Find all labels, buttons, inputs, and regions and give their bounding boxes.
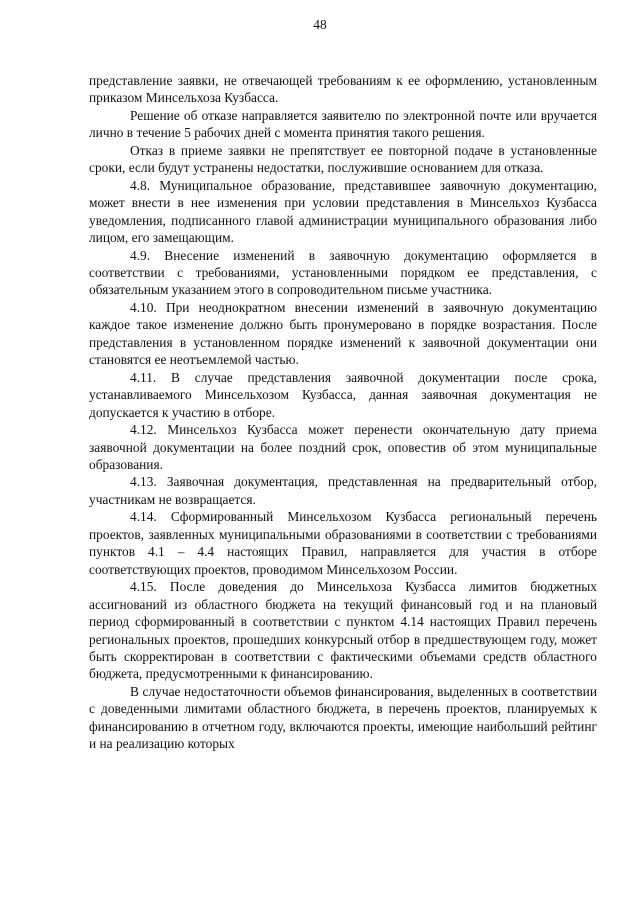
paragraph-4-9: 4.9. Внесение изменений в заявочную документацию оформляется в соответствии с требованиями, установленными порядком ее представления, с обязательным указанием этого в сопроводительном письме участника.: [89, 247, 597, 298]
paragraph-4-8: 4.8. Муниципальное образование, представившее заявочную документацию, может внести в нее изменения при условии представления в Минсельхоз Кузбасса уведомления, подписанного главой администрации муниципального образования либо лицом, его замещающим.: [89, 177, 597, 246]
paragraph-refusal-notice: Решение об отказе направляется заявителю по электронной почте или вручается лично в течение 5 рабочих дней с момента принятия такого решения.: [89, 107, 597, 141]
paragraph-4-13: 4.13. Заявочная документация, представленная на предварительный отбор, участникам не возвращается.: [89, 474, 597, 507]
document-body: [89, 72, 597, 753]
paragraph-4-10: 4.10. При неоднократном внесении изменений в заявочную документацию каждое такое изменение должно быть пронумеровано в порядке возрастания. После представления в установленном порядке изменений к заявочной документации они становятся ее неотъемлемой частью.: [89, 299, 597, 368]
paragraph-funding-shortfall: В случае недостаточности объемов финансирования, выделенных в соответствии с доведенными лимитами областного бюджета, в перечень проектов, планируемых к финансированию в отчетном году, включаются проекты, имеющие наибольший рейтинг и на реализацию которых: [89, 683, 597, 752]
paragraph-4-14: 4.14. Сформированный Минсельхозом Кузбасса региональный перечень проектов, заявленных муниципальными образованиями в соответствии с требованиями пунктов 4.1 – 4.4 настоящих Правил, направляется для участия в отборе соответствующих проектов, проводимом Минсельхозом России.: [89, 509, 597, 577]
page-number: 48: [313, 17, 327, 32]
paragraph-4-15: 4.15. После доведения до Минсельхоза Кузбасса лимитов бюджетных ассигнований из областного бюджета на текущий финансовый год и на плановый период сформированный в соответствии с пунктом 4.14 настоящих Правил перечень региональных проектов, прошедших конкурсный отбор в предшествующем году, может быть скорректирован в соответствии с фактическими объемами средств областного бюджета, предусмотренными к финансированию.: [89, 579, 597, 682]
paragraph-continuation: представление заявки, не отвечающей требованиям к ее оформлению, установленным приказом Минсельхоза Кузбасса.: [89, 73, 597, 106]
paragraph-resubmission: Отказ в приеме заявки не препятствует ее повторной подаче в установленные сроки, если будут устранены недостатки, послужившие основанием для отказа.: [89, 142, 597, 176]
paragraph-4-12: 4.12. Минсельхоз Кузбасса может перенести окончательную дату приема заявочной документации на более поздний срок, оповестив об этом муниципальные образования.: [89, 422, 597, 472]
paragraph-4-11: 4.11. В случае представления заявочной документации после срока, устанавливаемого Минсельхозом Кузбасса, данная заявочная документация не допускается к участию в отборе.: [89, 369, 597, 420]
